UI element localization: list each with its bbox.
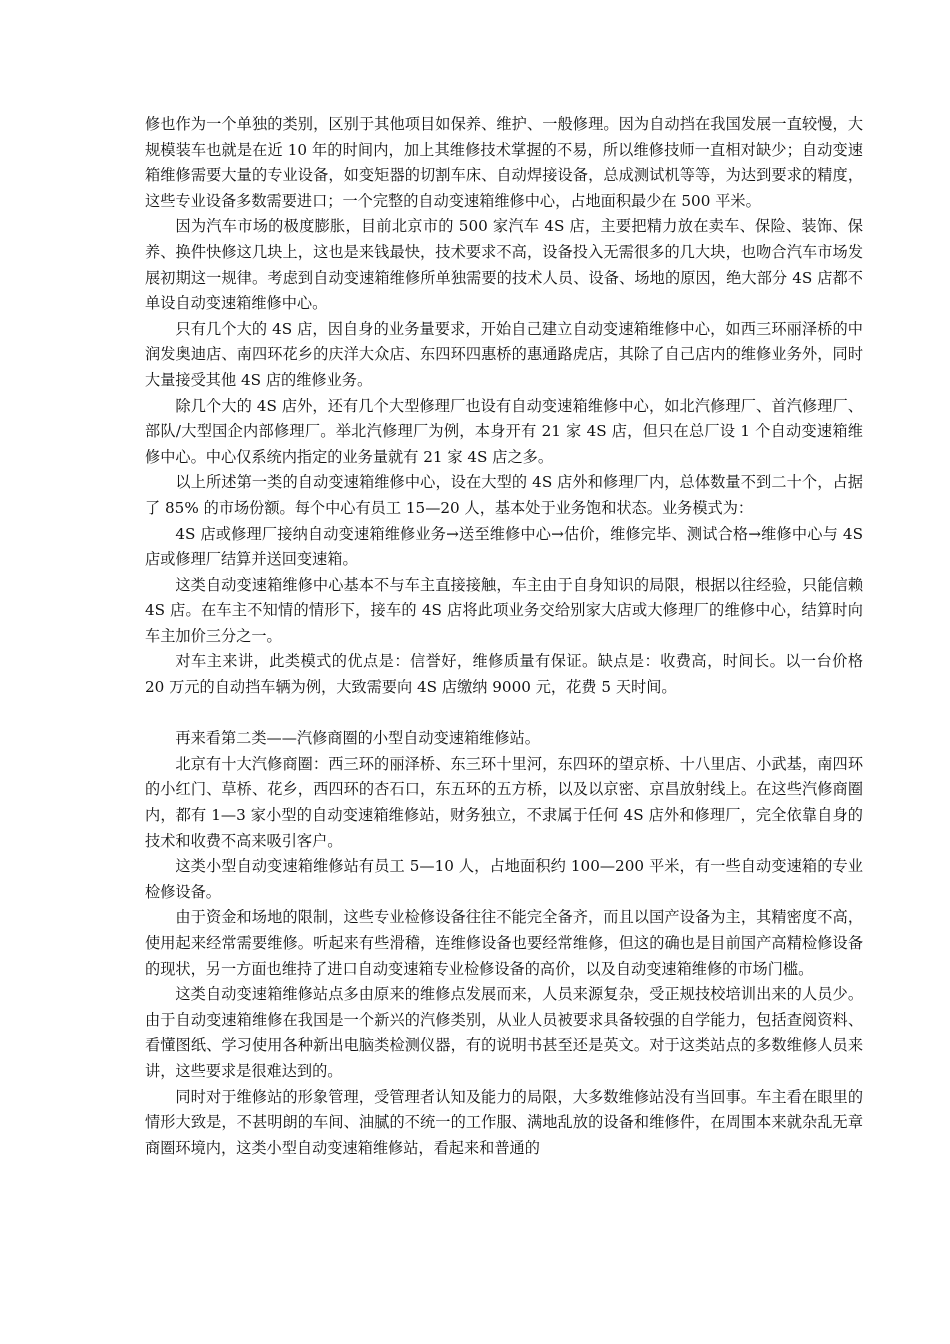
document-body [145, 112, 863, 1161]
paragraph-10: 北京有十大汽修商圈：西三环的丽泽桥、东三环十里河，东四环的望京桥、十八里店、小武基，南四环的小红门、草桥、花乡，西四环的杏石口，东五环的五方桥，以及以京密、京昌放射线上。在这些汽修商圈内，都有 1—3 家小型的自动变速箱维修站，财务独立，不隶属于任何 4S 店外和修理厂，完全依靠自身的技术和收费不高来吸引客户。 [145, 754, 863, 850]
paragraph-11: 这类小型自动变速箱维修站有员工 5—10 人，占地面积约 100—200 平米，有一些自动变速箱的专业检修设备。 [145, 857, 863, 901]
paragraph-14: 同时对于维修站的形象管理，受管理者认知及能力的局限，大多数维修站没有当回事。车主看在眼里的情形大致是，不甚明朗的车间、油腻的不统一的工作服、满地乱放的设备和维修件，在周围本来就杂乱无章商圈环境内，这类小型自动变速箱维修站，看起来和普通的 [145, 1087, 863, 1157]
section-heading-second-category: 再来看第二类——汽修商圈的小型自动变速箱维修站。 [175, 729, 540, 748]
paragraph-6: 4S 店或修理厂接纳自动变速箱维修业务→送至维修中心→估价，维修完毕、测试合格→维修中心与 4S 店或修理厂结算并送回变速箱。 [145, 524, 863, 569]
paragraph-5: 以上所述第一类的自动变速箱维修中心，设在大型的 4S 店外和修理厂内，总体数量不到二十个，占据了 85% 的市场份额。每个中心有员工 15—20 人，基本处于业务饱和状态。业务模式为： [145, 473, 863, 517]
paragraph-12: 由于资金和场地的限制，这些专业检修设备往往不能完全备齐，而且以国产设备为主，其精密度不高，使用起来经常需要维修。听起来有些滑稽，连维修设备也要经常维修，但这的确也是目前国产高精检修设备的现状，另一方面也维持了进口自动变速箱专业检修设备的高价，以及自动变速箱维修的市场门槛。 [145, 908, 863, 978]
paragraph-7: 这类自动变速箱维修中心基本不与车主直接接触，车主由于自身知识的局限，根据以往经验，只能信赖 4S 店。在车主不知情的情形下，接车的 4S 店将此项业务交给别家大店或大修理厂的维修中心，结算时向车主加价三分之一。 [145, 575, 863, 645]
paragraph-8: 对车主来讲，此类模式的优点是：信誉好，维修质量有保证。缺点是：收费高，时间长。以一台价格 20 万元的自动挡车辆为例，大致需要向 4S 店缴纳 9000 元，花费 5 天时间。 [145, 652, 863, 697]
paragraph-2: 因为汽车市场的极度膨胀，目前北京市的 500 家汽车 4S 店，主要把精力放在卖车、保险、装饰、保养、换件快修这几块上，这也是来钱最快，技术要求不高，设备投入无需很多的几大块，也吻合汽车市场发展初期这一规律。考虑到自动变速箱维修所单独需要的技术人员、设备、场地的原因，绝大部分 4S 店都不单设自动变速箱维修中心。 [145, 217, 863, 313]
paragraph-3: 只有几个大的 4S 店，因自身的业务量要求，开始自己建立自动变速箱维修中心，如西三环丽泽桥的中润发奥迪店、南四环花乡的庆洋大众店、东四环四惠桥的惠通路虎店，其除了自己店内的维修业务外，同时大量接受其他 4S 店的维修业务。 [145, 319, 863, 389]
paragraph-1: 修也作为一个单独的类别，区别于其他项目如保养、维护、一般修理。因为自动挡在我国发展一直较慢，大规模装车也就是在近 10 年的时间内，加上其维修技术掌握的不易，所以维修技师一直相对缺少；自动变速箱维修需要大量的专业设备，如变矩器的切割车床、自动焊接设备，总成测试机等等，为达到要求的精度，这些专业设备多数需要进口；一个完整的自动变速箱维修中心，占地面积最少在 500 平米。 [145, 115, 863, 210]
paragraph-13: 这类自动变速箱维修站点多由原来的维修点发展而来，人员来源复杂，受正规技校培训出来的人员少。由于自动变速箱维修在我国是一个新兴的汽修类别，从业人员被要求具备较强的自学能力，包括查阅资料、看懂图纸、学习使用各种新出电脑类检测仪器，有的说明书甚至还是英文。对于这类站点的多数维修人员来讲，这些要求是很难达到的。 [145, 985, 863, 1080]
paragraph-4: 除几个大的 4S 店外，还有几个大型修理厂也设有自动变速箱维修中心，如北汽修理厂、首汽修理厂、部队/大型国企内部修理厂。举北汽修理厂为例，本身开有 21 家 4S 店，但只在总厂设 1 个自动变速箱维修中心。中心仅系统内指定的业务量就有 21 家 4S 店之多。 [145, 396, 863, 466]
